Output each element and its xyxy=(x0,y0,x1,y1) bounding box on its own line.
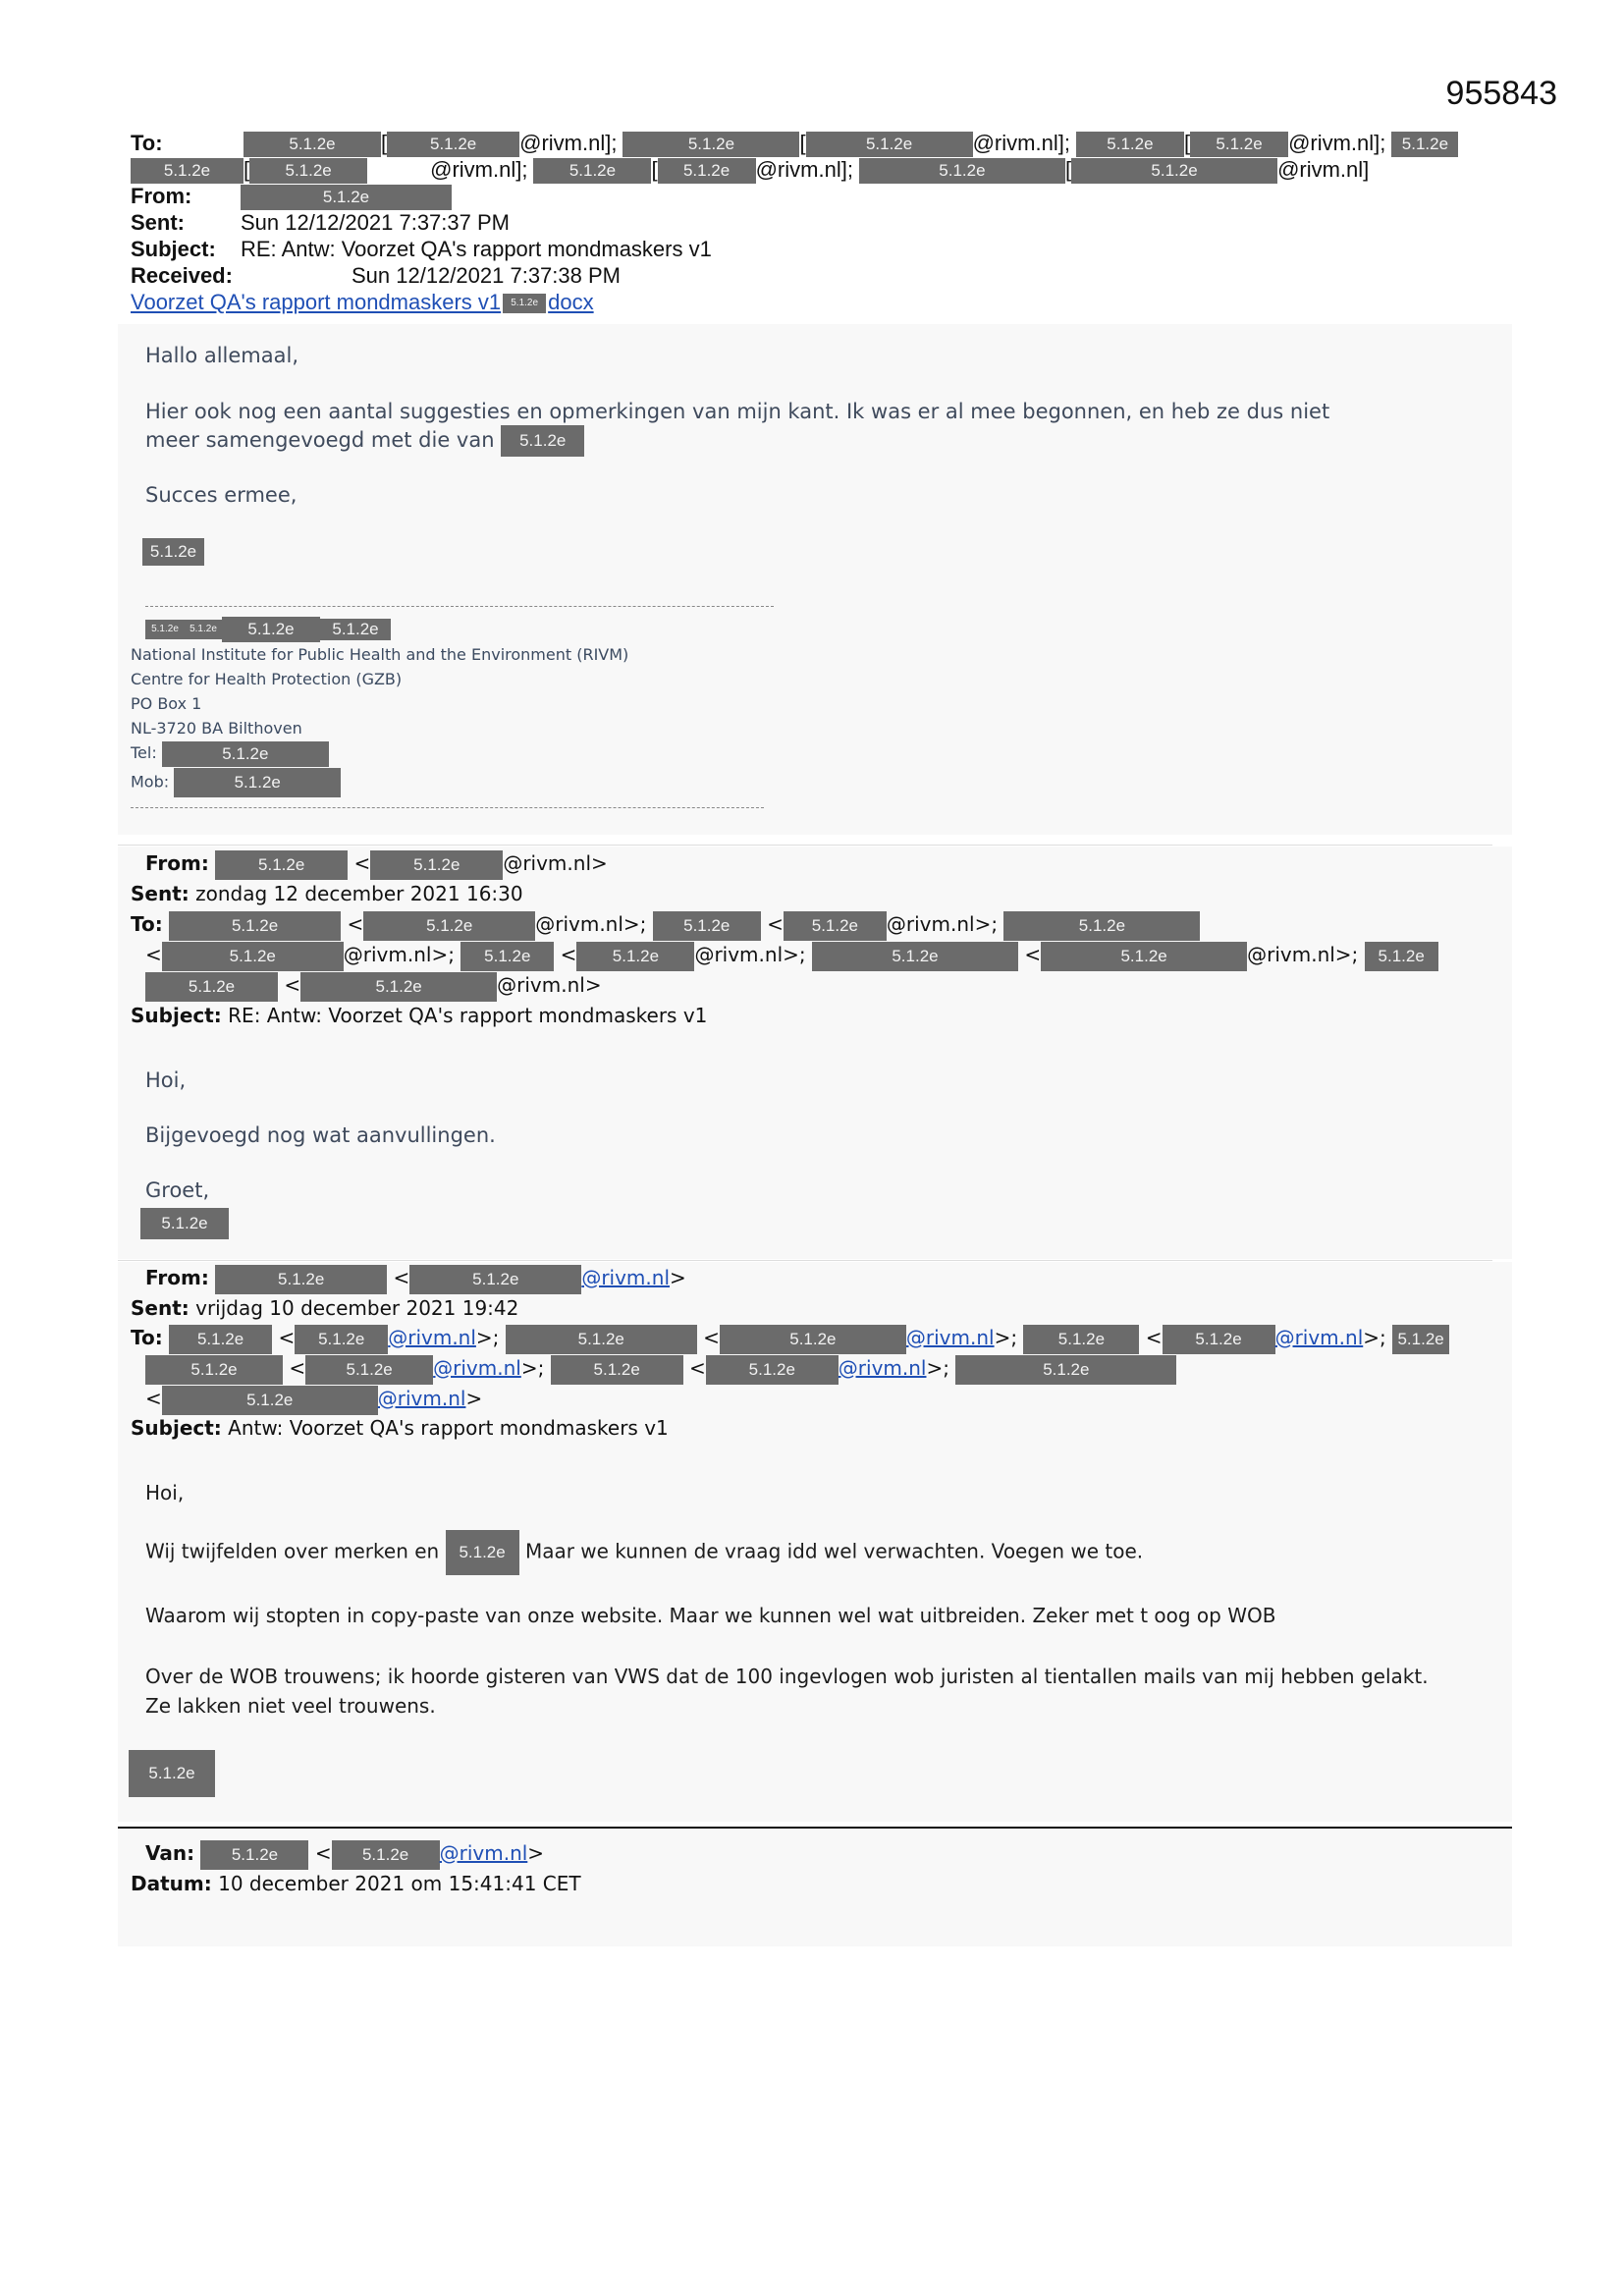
redaction: 5.1.2e xyxy=(300,972,497,1002)
redaction: 5.1.2e xyxy=(174,768,341,797)
lt: < xyxy=(703,1326,720,1349)
redaction: 5.1.2e xyxy=(859,158,1065,184)
header-subject xyxy=(131,237,712,262)
header-to-line-1 xyxy=(131,131,1458,157)
redaction: 5.1.2e xyxy=(806,132,973,157)
redaction: 5.1.2e xyxy=(249,158,367,184)
msg2-greeting: Hoi, xyxy=(145,1068,187,1092)
rivm-link[interactable]: @rivm.nl xyxy=(838,1356,927,1380)
redaction: 5.1.2e xyxy=(332,1840,440,1870)
lt: < xyxy=(560,943,577,966)
attachment-link[interactable] xyxy=(131,290,594,315)
lt: < xyxy=(145,943,162,966)
rivm-link[interactable]: @rivm.nl xyxy=(388,1326,476,1349)
redaction: 5.1.2e xyxy=(162,942,344,971)
redaction: 5.1.2e xyxy=(320,619,391,640)
redaction: 5.1.2e xyxy=(1391,132,1458,157)
gt: > xyxy=(670,1266,686,1289)
signature-centre: Centre for Health Protection (GZB) xyxy=(131,670,403,688)
redaction: 5.1.2e xyxy=(244,132,381,157)
msg2-closing: Groet, xyxy=(145,1178,210,1202)
msg2-subject xyxy=(131,1001,707,1030)
msg3-subject xyxy=(131,1413,669,1443)
redaction: 5.1.2e xyxy=(295,1325,388,1354)
rivm-domain: @rivm.nl]; xyxy=(972,131,1070,155)
msg1-closing: Succes ermee, xyxy=(145,483,298,507)
redaction: 5.1.2e xyxy=(162,1386,378,1415)
lt: < xyxy=(284,973,301,997)
sent-value: vrijdag 10 december 2021 19:42 xyxy=(195,1296,519,1320)
subject-value: RE: Antw: Voorzet QA's rapport mondmaskers v1 xyxy=(228,1004,708,1027)
bracket: [ xyxy=(1064,157,1072,182)
received-label: Received: xyxy=(131,263,233,288)
signature-mob xyxy=(131,768,341,797)
subject-label: Subject: xyxy=(131,1416,222,1440)
msg3-paragraph-3-line-1: Over de WOB trouwens; ik hoorde gisteren van VWS dat de 100 ingevlogen wob juristen al tientallen mails van mij hebben gelakt. xyxy=(145,1665,1429,1688)
redaction: 5.1.2e xyxy=(658,158,756,184)
redaction: 5.1.2e xyxy=(169,1325,272,1354)
rivm-domain: @rivm.nl] xyxy=(1277,157,1370,182)
redaction: 5.1.2e xyxy=(145,972,278,1002)
subject-label: Subject: xyxy=(131,1004,222,1027)
signature-pobox: PO Box 1 xyxy=(131,694,202,713)
from-label: From: xyxy=(145,851,209,875)
msg3-to-line-1 xyxy=(131,1323,1449,1354)
rivm-link[interactable]: @rivm.nl xyxy=(439,1841,528,1865)
redaction: 5.1.2e xyxy=(551,1355,683,1385)
redaction: 5.1.2e xyxy=(140,1208,229,1239)
msg2-body: Bijgevoegd nog wat aanvullingen. xyxy=(145,1123,496,1147)
gt: >; xyxy=(520,1356,545,1380)
redaction: 5.1.2e xyxy=(812,942,1018,971)
signature-org: National Institute for Public Health and the Environment (RIVM) xyxy=(131,645,629,664)
redaction: 5.1.2e xyxy=(576,942,694,971)
gt: >; xyxy=(475,1326,500,1349)
redaction: 5.1.2e xyxy=(503,294,546,313)
msg3-greeting: Hoi, xyxy=(145,1481,185,1504)
signature-tel xyxy=(131,740,329,767)
sent-label: Sent: xyxy=(131,1296,189,1320)
separator xyxy=(118,1260,1492,1261)
gt: >; xyxy=(994,1326,1018,1349)
redaction: 5.1.2e xyxy=(162,741,329,767)
msg3-paragraph-1 xyxy=(145,1530,1143,1575)
redaction: 5.1.2e xyxy=(1076,132,1184,157)
sent-label: Sent: xyxy=(131,882,189,905)
sent-value: Sun 12/12/2021 7:37:37 PM xyxy=(241,210,510,235)
rivm-domain: @rivm.nl> xyxy=(503,851,608,875)
msg2-to-line-3 xyxy=(145,970,602,1002)
redaction: 5.1.2e xyxy=(720,1325,906,1354)
msg3-to-line-3 xyxy=(145,1384,482,1415)
header-sent xyxy=(131,210,510,236)
redaction: 5.1.2e xyxy=(131,158,244,184)
signature-name-redactions xyxy=(145,617,391,642)
header-to-line-2 xyxy=(131,157,1369,184)
lt: < xyxy=(289,1356,306,1380)
msg3-to-line-2 xyxy=(145,1353,1176,1385)
rivm-link[interactable]: @rivm.nl xyxy=(905,1326,995,1349)
msg3-paragraph-2: Waarom wij stopten in copy-paste van onze website. Maar we kunnen wel wat uitbreiden. Zeker met t oog op WOB xyxy=(145,1604,1276,1627)
redaction: 5.1.2e xyxy=(215,850,348,880)
signature-divider xyxy=(145,606,774,607)
redaction: 5.1.2e xyxy=(1041,942,1247,971)
redaction: 5.1.2e xyxy=(222,617,320,642)
redaction: 5.1.2e xyxy=(370,850,503,880)
redaction: 5.1.2e xyxy=(387,132,519,157)
msg4-datum xyxy=(131,1869,581,1898)
lt: < xyxy=(347,912,364,936)
lt: < xyxy=(1024,943,1042,966)
rivm-domain: @rivm.nl]; xyxy=(755,157,853,182)
msg4-van xyxy=(145,1838,544,1870)
to-label: To: xyxy=(131,912,163,936)
redaction: 5.1.2e xyxy=(169,911,341,941)
rivm-domain: @rivm.nl>; xyxy=(886,912,999,936)
redaction: 5.1.2e xyxy=(623,132,799,157)
msg1-line2-text: meer samengevoegd met die van xyxy=(145,428,495,452)
datum-label: Datum: xyxy=(131,1872,212,1895)
subject-value: Antw: Voorzet QA's rapport mondmaskers v1 xyxy=(228,1416,669,1440)
signature-divider-bottom xyxy=(131,807,764,808)
rivm-link[interactable]: @rivm.nl xyxy=(433,1356,521,1380)
rivm-domain: @rivm.nl>; xyxy=(343,943,455,966)
redaction: 5.1.2e xyxy=(129,1750,215,1797)
attachment-name[interactable]: Voorzet QA's rapport mondmaskers v1 xyxy=(131,290,502,314)
lt: < xyxy=(353,851,371,875)
attachment-ext[interactable]: docx xyxy=(548,290,594,314)
redaction: 5.1.2e xyxy=(185,620,222,639)
separator xyxy=(118,845,1492,846)
received-value: Sun 12/12/2021 7:37:38 PM xyxy=(352,263,621,288)
bracket: [ xyxy=(381,131,388,155)
redaction: 5.1.2e xyxy=(1392,1325,1449,1354)
redaction: 5.1.2e xyxy=(1003,911,1200,941)
gt: >; xyxy=(1363,1326,1386,1349)
redaction: 5.1.2e xyxy=(215,1265,387,1294)
redaction: 5.1.2e xyxy=(706,1355,839,1385)
lt: < xyxy=(145,1387,162,1410)
lt: < xyxy=(314,1841,332,1865)
lt: < xyxy=(767,912,784,936)
redaction: 5.1.2e xyxy=(145,620,185,639)
msg3-signature-name xyxy=(129,1750,215,1797)
redaction: 5.1.2e xyxy=(1163,1325,1275,1354)
msg2-to-line-2 xyxy=(145,940,1438,971)
bracket: [ xyxy=(1183,131,1191,155)
mob-label: Mob: xyxy=(131,772,170,792)
van-label: Van: xyxy=(145,1841,195,1865)
sent-label: Sent: xyxy=(131,210,185,235)
rivm-domain: @rivm.nl>; xyxy=(694,943,806,966)
msg3-from xyxy=(145,1263,686,1294)
msg3-p1-b: Maar we kunnen de vraag idd wel verwachten. Voegen we toe. xyxy=(524,1539,1144,1563)
gt: > xyxy=(527,1841,545,1865)
redaction: 5.1.2e xyxy=(241,185,452,210)
signature-city: NL-3720 BA Bilthoven xyxy=(131,719,302,738)
msg3-paragraph-3-line-2: Ze lakken niet veel trouwens. xyxy=(145,1694,436,1718)
lt: < xyxy=(689,1356,706,1380)
gt: > xyxy=(465,1387,483,1410)
redaction: 5.1.2e xyxy=(200,1840,308,1870)
header-from xyxy=(131,184,452,210)
redaction: 5.1.2e xyxy=(409,1265,581,1294)
msg1-paragraph-line-1: Hier ook nog een aantal suggesties en opmerkingen van mijn kant. Ik was er al mee begonnen, en heb ze dus niet xyxy=(145,400,1330,423)
from-label: From: xyxy=(145,1266,209,1289)
datum-value: 10 december 2021 om 15:41:41 CET xyxy=(218,1872,581,1895)
msg1-greeting: Hallo allemaal, xyxy=(145,344,299,367)
redaction: 5.1.2e xyxy=(784,911,887,941)
redaction: 5.1.2e xyxy=(363,911,535,941)
bracket: [ xyxy=(244,157,250,182)
tel-label: Tel: xyxy=(131,743,157,762)
header-received xyxy=(131,263,621,289)
to-label: To: xyxy=(131,1326,163,1349)
redaction: 5.1.2e xyxy=(1071,158,1277,184)
msg1-paragraph-line-2 xyxy=(145,425,584,457)
msg2-from xyxy=(145,848,608,880)
redaction: 5.1.2e xyxy=(460,942,554,971)
rivm-domain: @rivm.nl>; xyxy=(535,912,647,936)
to-label: To: xyxy=(131,131,163,155)
msg3-sent xyxy=(131,1293,518,1323)
redaction: 5.1.2e xyxy=(1023,1325,1139,1354)
redaction: 5.1.2e xyxy=(145,1355,283,1385)
msg3-p1-a: Wij twijfelden over merken en xyxy=(145,1539,440,1563)
redaction: 5.1.2e xyxy=(305,1355,433,1385)
document-number: 955843 xyxy=(1445,75,1557,112)
redaction: 5.1.2e xyxy=(955,1355,1176,1385)
sent-value: zondag 12 december 2021 16:30 xyxy=(195,882,523,905)
gt: >; xyxy=(926,1356,949,1380)
redaction: 5.1.2e xyxy=(446,1530,519,1575)
rivm-link[interactable]: @rivm.nl xyxy=(377,1387,466,1410)
rivm-domain: @rivm.nl]; xyxy=(519,131,618,155)
rivm-link[interactable]: @rivm.nl xyxy=(581,1266,670,1289)
lt: < xyxy=(1145,1326,1163,1349)
from-label: From: xyxy=(131,184,192,208)
rivm-domain: @rivm.nl>; xyxy=(1247,943,1359,966)
subject-value: RE: Antw: Voorzet QA's rapport mondmaskers v1 xyxy=(241,237,712,261)
msg2-signature-name xyxy=(140,1208,229,1239)
msg2-sent xyxy=(131,879,523,908)
redaction: 5.1.2e xyxy=(506,1325,697,1354)
rivm-link[interactable]: @rivm.nl xyxy=(1274,1326,1364,1349)
redaction: 5.1.2e xyxy=(501,425,584,457)
msg1-signature-name xyxy=(142,538,204,566)
rivm-domain: @rivm.nl]; xyxy=(1288,131,1386,155)
redaction: 5.1.2e xyxy=(1190,132,1288,157)
message-2-panel xyxy=(118,847,1512,1259)
lt: < xyxy=(278,1326,296,1349)
redaction: 5.1.2e xyxy=(533,158,651,184)
bracket: [ xyxy=(651,157,658,182)
redaction: 5.1.2e xyxy=(142,538,204,566)
rivm-domain: @rivm.nl> xyxy=(497,973,602,997)
lt: < xyxy=(393,1266,410,1289)
rivm-domain: @rivm.nl]; xyxy=(430,157,528,182)
msg2-to-line-1 xyxy=(131,909,1200,941)
redaction: 5.1.2e xyxy=(1365,942,1438,971)
bracket: [ xyxy=(799,131,806,155)
redaction: 5.1.2e xyxy=(653,911,761,941)
subject-label: Subject: xyxy=(131,237,216,261)
